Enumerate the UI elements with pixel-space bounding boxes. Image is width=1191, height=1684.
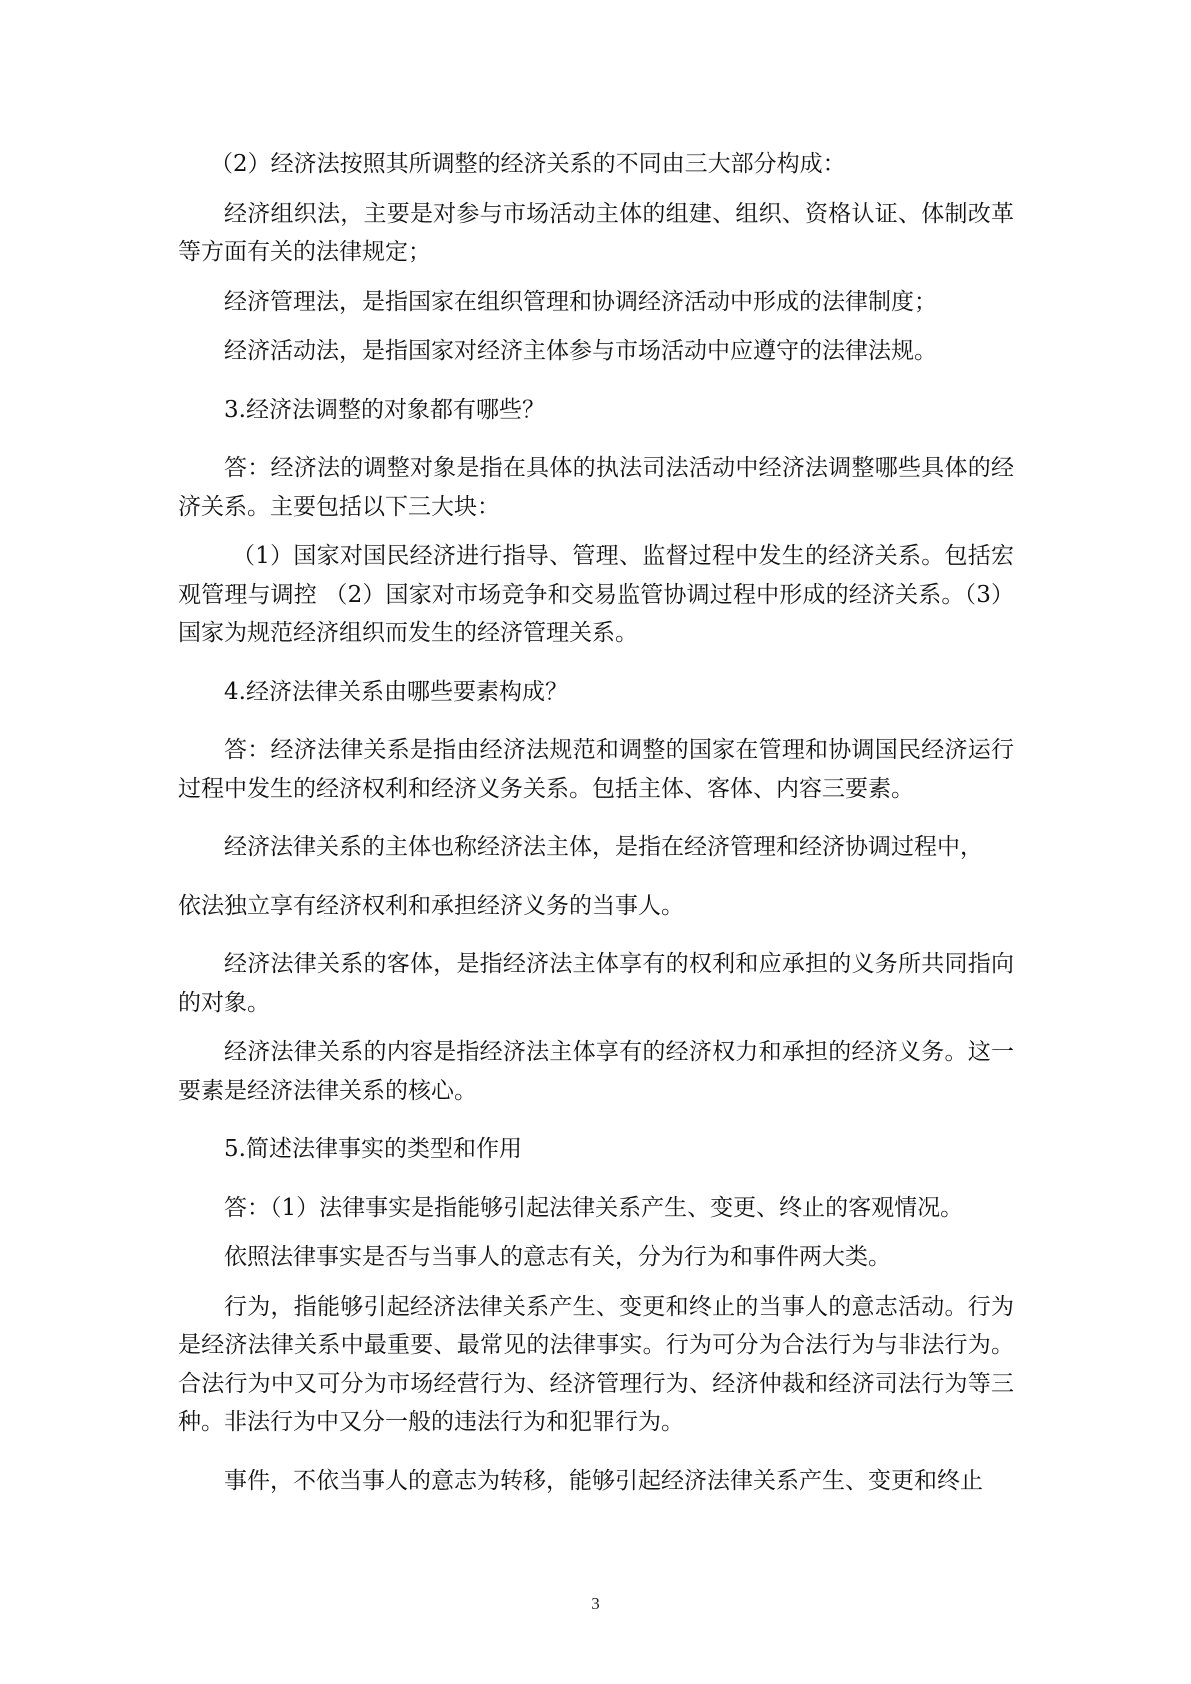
answer-4-intro: 答：经济法律关系是指由经济法规范和调整的国家在管理和协调国民经济运行过程中发生的经济权利和经济义务关系。包括主体、客体、内容三要素。: [178, 737, 1014, 802]
question-4-heading: 4.经济法律关系由哪些要素构成？: [224, 678, 568, 705]
page-number: 3: [591, 1594, 600, 1613]
question-5-heading: 5.简述法律事实的类型和作用: [224, 1136, 522, 1162]
paragraph-part-2-intro: （2）经济法按照其所调整的经济关系的不同由三大部分构成：: [210, 151, 846, 177]
paragraph-object: 经济法律关系的客体，是指经济法主体享有的权利和应承担的义务所共同指向的对象。: [178, 951, 1014, 1016]
answer-5-classification: 依照法律事实是否与当事人的意志有关，分为行为和事件两大类。: [224, 1244, 891, 1270]
paragraph-act: 行为，指能够引起经济法律关系产生、变更和终止的当事人的意志活动。行为是经济法律关系中最重要、最常见的法律事实。行为可分为合法行为与非法行为。合法行为中又可分为市场经营行为、经济管理行为、经济仲裁和经济司法行为等三种。非法行为中又分一般的违法行为和犯罪行为。: [178, 1293, 1014, 1435]
document-body: [178, 145, 1014, 1511]
answer-5-definition: 答：（1）法律事实是指能够引起法律关系产生、变更、终止的客观情况。: [224, 1194, 964, 1221]
paragraph-subject-line-1: 经济法律关系的主体也称经济法主体，是指在经济管理和经济协调过程中，: [224, 834, 983, 860]
paragraph-content: 经济法律关系的内容是指经济法主体享有的经济权力和承担的经济义务。这一要素是经济法律关系的核心。: [178, 1039, 1014, 1104]
question-3-heading: 3.经济法调整的对象都有哪些？: [224, 396, 545, 423]
paragraph-economic-organization-law: 经济组织法，主要是对参与市场活动主体的组建、组织、资格认证、体制改革等方面有关的法律规定；: [178, 200, 1014, 265]
paragraph-economic-activity-law: 经济活动法，是指国家对经济主体参与市场活动中应遵守的法律法规。: [224, 338, 937, 364]
paragraph-subject-line-2: 依法独立享有经济权利和承担经济义务的当事人。: [178, 892, 684, 919]
paragraph-economic-management-law: 经济管理法，是指国家在组织管理和协调经济活动中形成的法律制度；: [224, 288, 937, 315]
answer-3-intro: 答：经济法的调整对象是指在具体的执法司法活动中经济法调整哪些具体的经济关系。主要包括以下三大块：: [178, 455, 1014, 520]
paragraph-event: 事件，不依当事人的意志为转移，能够引起经济法律关系产生、变更和终止: [224, 1467, 983, 1494]
answer-3-items: （1）国家对国民经济进行指导、管理、监督过程中发生的经济关系。包括宏观管理与调控 （2）国家对市场竞争和交易监管协调过程中形成的经济关系。（3）国家为规范经济组织而发生的经济管理关系。: [178, 543, 1014, 646]
